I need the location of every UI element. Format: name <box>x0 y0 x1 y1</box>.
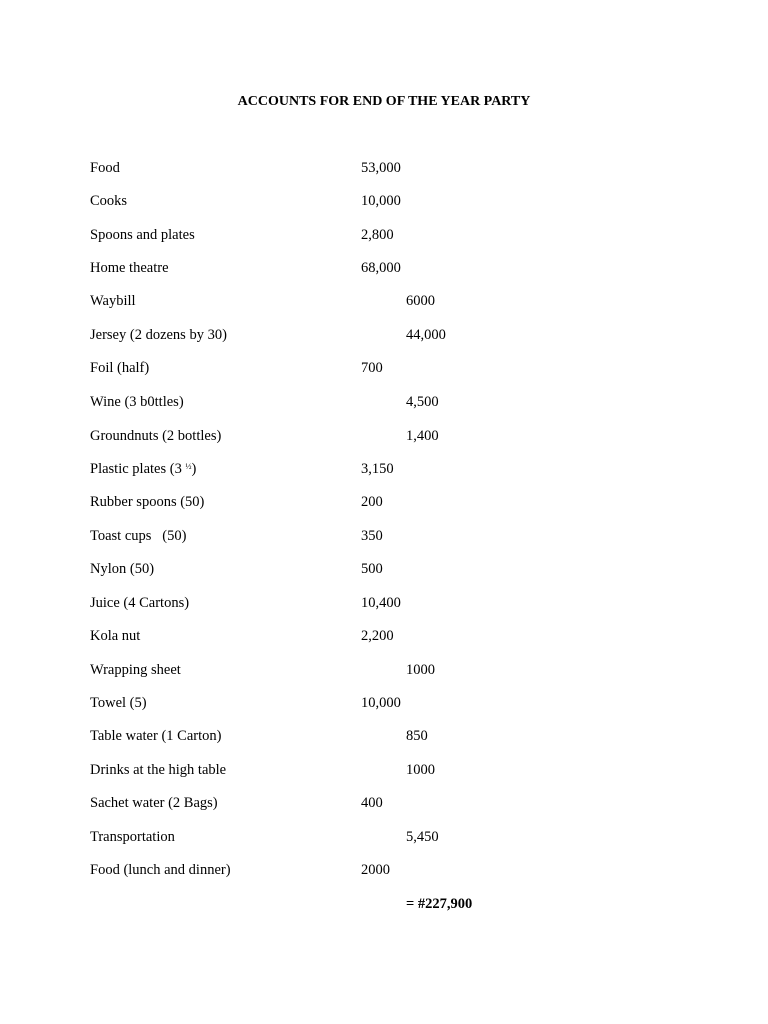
item-label: Towel (5) <box>90 695 147 711</box>
item-label: Transportation <box>90 829 175 845</box>
item-label-text: Plastic plates (3 <box>90 461 186 477</box>
item-label: Home theatre <box>90 260 169 276</box>
item-label: Wine (3 b0ttles) <box>90 394 184 410</box>
list-item <box>0 559 768 579</box>
list-item <box>0 526 768 546</box>
half-fraction: ½ <box>185 462 192 471</box>
item-label: Table water (1 Carton) <box>90 728 222 744</box>
list-item <box>0 325 768 345</box>
item-label: Food <box>90 160 120 176</box>
item-amount: 53,000 <box>361 160 401 176</box>
item-amount: 5,450 <box>406 829 439 845</box>
list-item <box>0 626 768 646</box>
item-amount: 500 <box>361 561 383 577</box>
list-item <box>0 693 768 713</box>
list-item <box>0 492 768 512</box>
item-amount: 44,000 <box>406 327 446 343</box>
list-item <box>0 793 768 813</box>
item-label-close: ) <box>191 461 197 477</box>
item-label: Sachet water (2 Bags) <box>90 795 218 811</box>
item-label: Waybill <box>90 293 136 309</box>
list-item <box>0 258 768 278</box>
item-amount: 68,000 <box>361 260 401 276</box>
item-amount: 1000 <box>406 762 435 778</box>
item-amount: 1,400 <box>406 428 439 444</box>
list-item <box>0 827 768 847</box>
item-amount: 350 <box>361 528 383 544</box>
item-amount: 3,150 <box>361 461 394 477</box>
list-item <box>0 291 768 311</box>
list-item <box>0 593 768 613</box>
item-amount: 400 <box>361 795 383 811</box>
item-amount: 700 <box>361 360 383 376</box>
item-label: Groundnuts (2 bottles) <box>90 428 222 444</box>
item-amount: 10,000 <box>361 193 401 209</box>
item-label: Rubber spoons (50) <box>90 494 205 510</box>
page-title: ACCOUNTS FOR END OF THE YEAR PARTY <box>237 94 531 109</box>
item-label: Spoons and plates <box>90 227 195 243</box>
list-item <box>0 158 768 178</box>
item-amount: 2,800 <box>361 227 394 243</box>
item-label: Nylon (50) <box>90 561 155 577</box>
item-amount: 10,000 <box>361 695 401 711</box>
list-item <box>0 459 768 479</box>
list-item <box>0 726 768 746</box>
item-amount: 6000 <box>406 293 435 309</box>
item-label: Foil (half) <box>90 360 150 376</box>
item-amount: 10,400 <box>361 595 401 611</box>
item-label: Drinks at the high table <box>90 762 227 778</box>
list-item <box>0 660 768 680</box>
item-amount: 200 <box>361 494 383 510</box>
item-amount: 4,500 <box>406 394 439 410</box>
list-item <box>0 860 768 880</box>
item-label: Cooks <box>90 193 128 209</box>
grand-total: = #227,900 <box>406 896 473 912</box>
list-item <box>0 358 768 378</box>
list-item <box>0 760 768 780</box>
item-amount: 1000 <box>406 662 435 678</box>
list-item <box>0 392 768 412</box>
item-label: Kola nut <box>90 628 141 644</box>
item-label: Jersey (2 dozens by 30) <box>90 327 227 343</box>
item-label: Wrapping sheet <box>90 662 181 678</box>
item-label: Juice (4 Cartons) <box>90 595 190 611</box>
list-item <box>0 191 768 211</box>
item-label <box>90 459 196 479</box>
item-amount: 850 <box>406 728 428 744</box>
item-label: Toast cups (50) <box>90 528 187 544</box>
item-amount: 2000 <box>361 862 390 878</box>
item-amount: 2,200 <box>361 628 394 644</box>
list-item <box>0 225 768 245</box>
item-label: Food (lunch and dinner) <box>90 862 231 878</box>
list-item <box>0 426 768 446</box>
